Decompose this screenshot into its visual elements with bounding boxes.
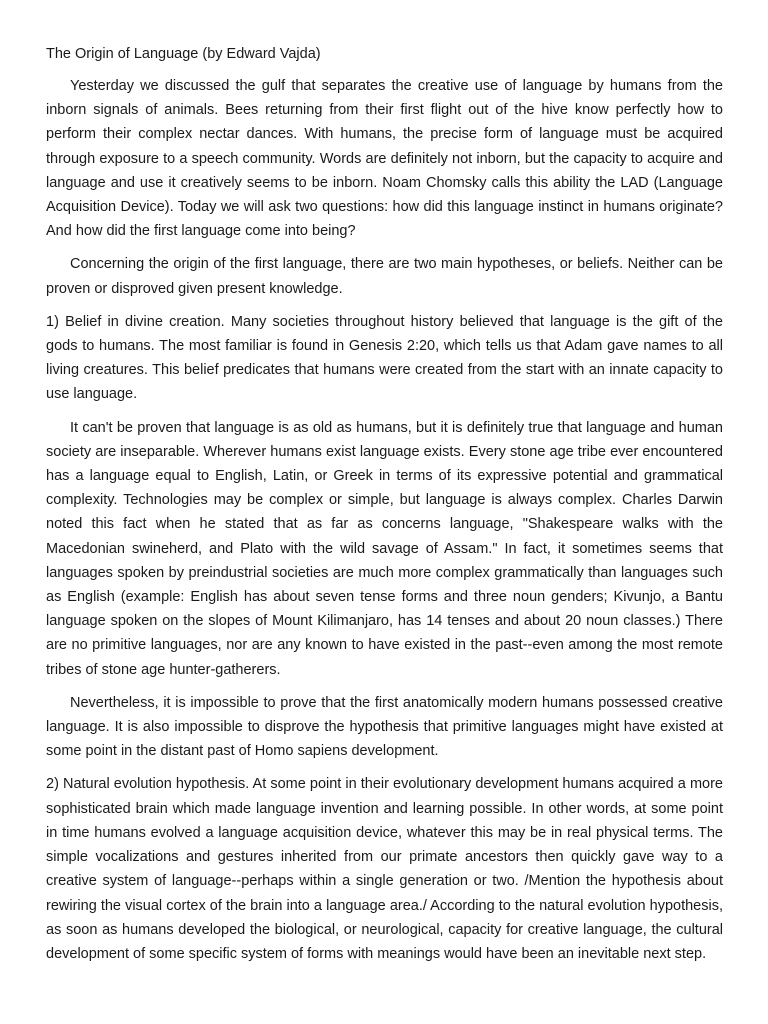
paragraph-intro: Yesterday we discussed the gulf that separates the creative use of language by humans from the inborn signals of animals. Bees returning from their first flight out of the hive know perfectly how to perform their complex nectar dances. With humans, the precise form of language must be acquired through exposure to a speech community. Words are definitely not inborn, but the capacity to acquire and language and use it creatively seems to be inborn. Noam Chomsky calls this ability the LAD (Language Acquisition Device). Today we will ask two questions: how did this language instinct in humans originate? And how did the first language come into being? [46, 78, 723, 240]
document-page [46, 44, 723, 975]
paragraph-natural-evolution: 2) Natural evolution hypothesis. At some point in their evolutionary development humans acquired a more sophisticated brain which made language invention and learning possible. In other words, at some point in time humans evolved a language acquisition device, whatever this may be in real physical terms. The simple vocalizations and gestures inherited from our primate ancestors then quickly gave way to a creative system of language--perhaps within a single generation or two. /Mention the hypothesis about rewiring the visual cortex of the brain into a language area./ According to the natural evolution hypothesis, as soon as humans developed the biological, or neurological, capacity for creative language, the cultural development of some specific system of forms with meanings would have been an inevitable next step. [46, 776, 723, 962]
paragraph-nevertheless: Nevertheless, it is impossible to prove that the first anatomically modern humans possessed creative language. It is also impossible to disprove the hypothesis that primitive languages might have existed at some point in the distant past of Homo sapiens development. [46, 694, 723, 760]
paragraph-hypotheses-overview: Concerning the origin of the first language, there are two main hypotheses, or beliefs. Neither can be proven or disproved given present knowledge. [46, 256, 723, 297]
paragraph-language-society: It can't be proven that language is as old as humans, but it is definitely true that language and human society are inseparable. Wherever humans exist language exists. Every stone age tribe ever encountered has a language equal to English, Latin, or Greek in terms of its expressive potential and grammatical complexity. Technologies may be complex or simple, but language is always complex. Charles Darwin noted this fact when he stated that as far as concerns language, "Shakespeare walks with the Macedonian swineherd, and Plato with the wild savage of Assam." In fact, it sometimes seems that languages spoken by preindustrial societies are much more complex grammatically than languages such as English (example: English has about seven tense forms and three noun genders; Kivunjo, a Bantu language spoken on the slopes of Mount Kilimanjaro, has 14 tenses and about 20 noun classes.) There are no primitive languages, nor are any known to have existed in the past--even among the most remote tribes of stone age hunter-gatherers. [46, 419, 723, 678]
document-title: The Origin of Language (by Edward Vajda) [46, 46, 321, 62]
paragraph-divine-creation: 1) Belief in divine creation. Many societies throughout history believed that language is the gift of the gods to humans. The most familiar is found in Genesis 2:20, which tells us that Adam gave names to all living creatures. This belief predicates that humans were created from the start with an innate capacity to use language. [46, 313, 723, 403]
